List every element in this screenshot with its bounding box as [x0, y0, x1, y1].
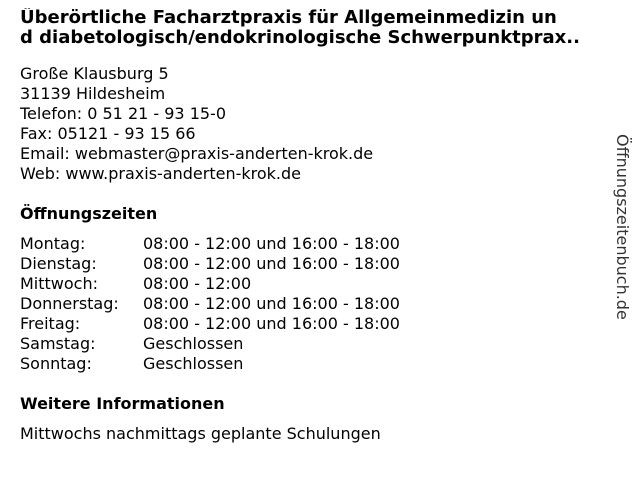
- hours-time: Geschlossen: [143, 354, 244, 373]
- opening-hours-table: [20, 234, 400, 374]
- hours-row-thursday: [20, 294, 400, 314]
- fax-number: Fax: 05121 - 93 15 66: [20, 124, 196, 143]
- practice-title-line-2: d diabetologisch/endokrinologische Schwerpunktprax..: [20, 27, 580, 48]
- site-watermark: Öffnungszeitenbuch.de: [613, 134, 632, 320]
- hours-time: 08:00 - 12:00 und 16:00 - 18:00: [143, 314, 400, 333]
- hours-row-monday: [20, 234, 400, 254]
- email-address: Email: webmaster@praxis-anderten-krok.de: [20, 144, 374, 163]
- hours-day: Freitag:: [20, 314, 81, 333]
- hours-time: Geschlossen: [143, 334, 244, 353]
- practice-title: [20, 8, 640, 48]
- practice-title-line-1: Überörtliche Facharztpraxis für Allgemeinmedizin un: [20, 8, 557, 28]
- hours-day: Mittwoch:: [20, 274, 98, 293]
- website-address: Web: www.praxis-anderten-krok.de: [20, 164, 301, 183]
- contact-block: [20, 64, 373, 184]
- hours-time: 08:00 - 12:00 und 16:00 - 18:00: [143, 294, 400, 313]
- hours-time: 08:00 - 12:00 und 16:00 - 18:00: [143, 234, 400, 253]
- opening-hours-heading: Öffnungszeiten: [20, 204, 158, 223]
- hours-time: 08:00 - 12:00 und 16:00 - 18:00: [143, 254, 400, 273]
- hours-day: Montag:: [20, 234, 86, 253]
- hours-day: Sonntag:: [20, 354, 92, 373]
- hours-time: 08:00 - 12:00: [143, 274, 252, 293]
- hours-row-tuesday: [20, 254, 400, 274]
- hours-day: Samstag:: [20, 334, 96, 353]
- address-city: 31139 Hildesheim: [20, 84, 166, 103]
- hours-row-friday: [20, 314, 400, 334]
- hours-row-wednesday: [20, 274, 400, 294]
- address-street: Große Klausburg 5: [20, 64, 169, 83]
- hours-day: Dienstag:: [20, 254, 97, 273]
- hours-row-saturday: [20, 334, 400, 354]
- further-info-heading: Weitere Informationen: [20, 394, 225, 413]
- further-info-text: Mittwochs nachmittags geplante Schulungen: [20, 424, 381, 443]
- hours-row-sunday: [20, 354, 400, 374]
- phone-number: Telefon: 0 51 21 - 93 15-0: [20, 104, 226, 123]
- hours-day: Donnerstag:: [20, 294, 119, 313]
